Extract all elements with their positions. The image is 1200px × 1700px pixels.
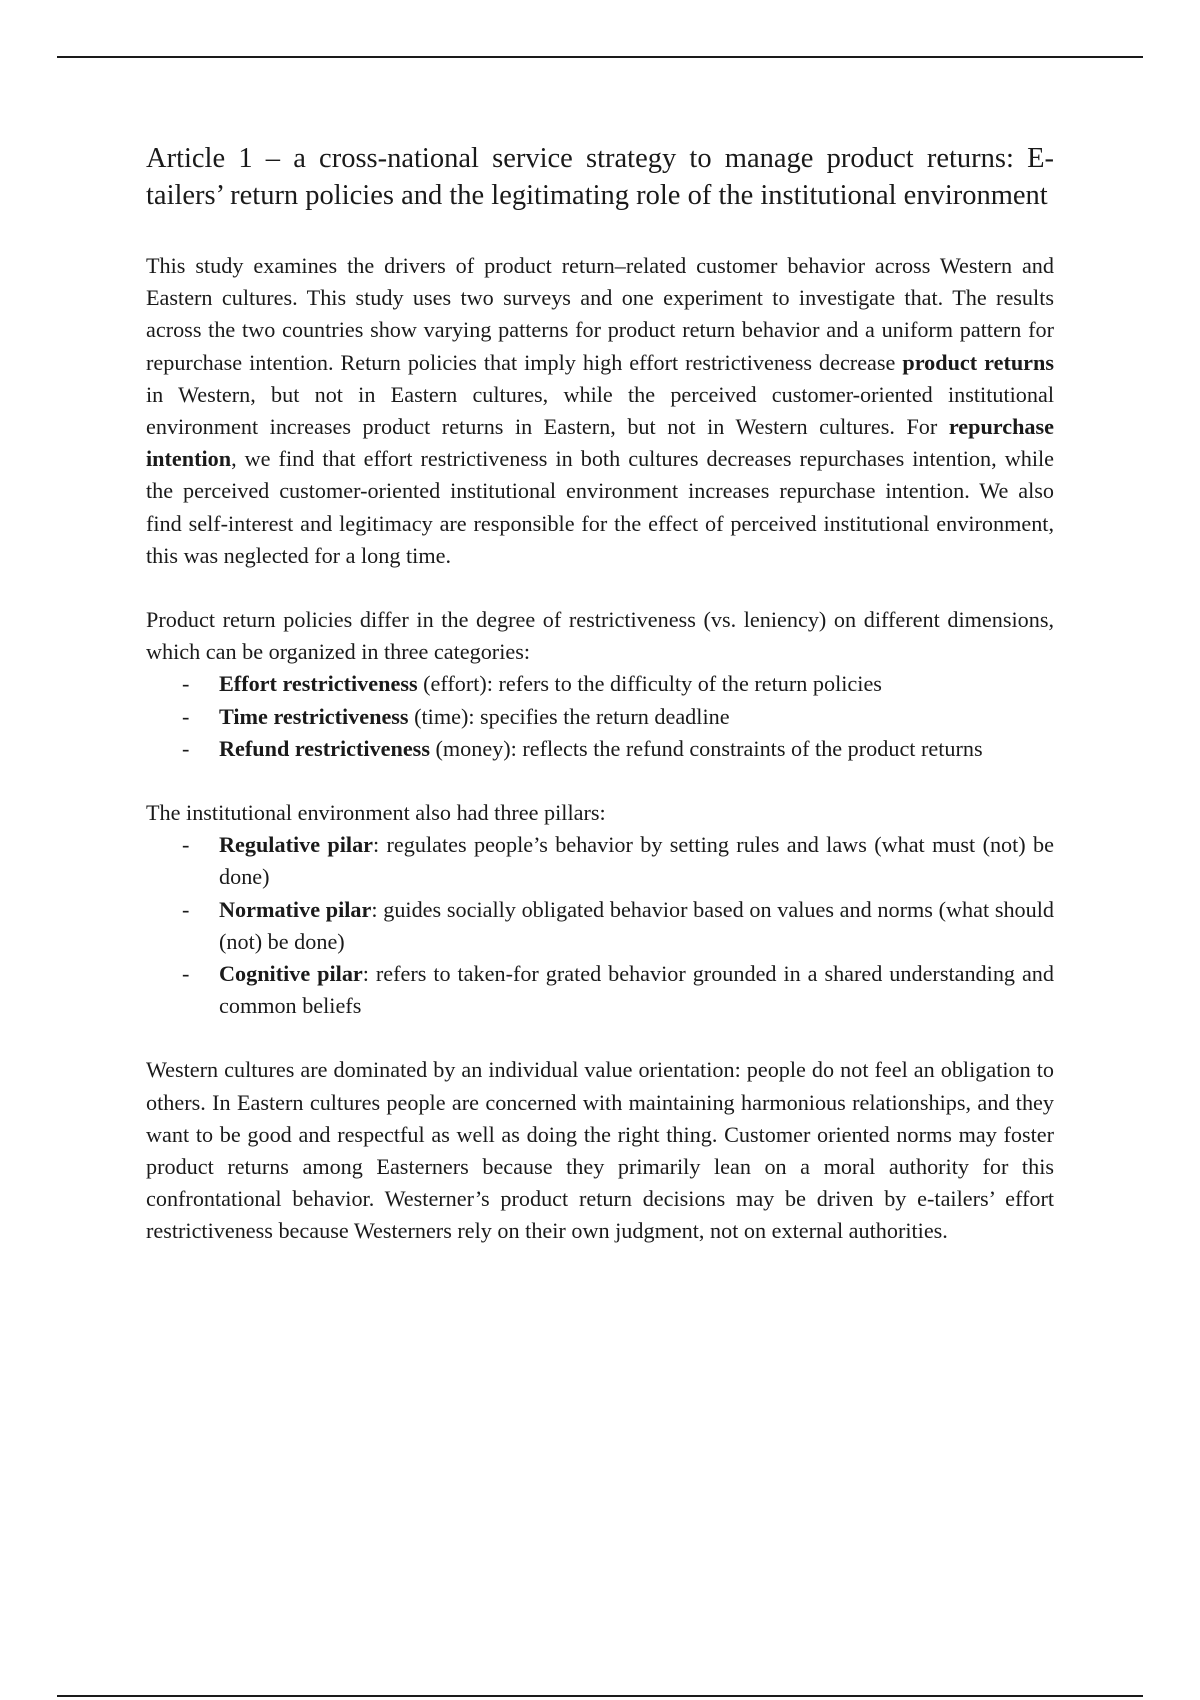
bullet-dash: - bbox=[182, 703, 190, 729]
list-item-desc: (effort): refers to the difficulty of the return policies bbox=[417, 671, 882, 697]
policies-lead: Product return policies differ in the degree of restrictiveness (vs. leniency) on different dimensions, which can be organized in three categories: bbox=[146, 607, 1054, 665]
footer-rule bbox=[57, 1695, 1143, 1697]
list-item bbox=[146, 958, 1054, 1022]
intro-bold-product-returns: product returns bbox=[902, 349, 1054, 375]
intro-bold-repurchase-intention: repurchase intention bbox=[146, 414, 1054, 472]
spacer bbox=[146, 765, 1054, 797]
list-item-term: Time restrictiveness bbox=[219, 703, 409, 729]
spacer bbox=[146, 1022, 1054, 1054]
list-item bbox=[146, 894, 1054, 958]
list-item bbox=[146, 668, 1054, 700]
bullet-dash: - bbox=[182, 735, 190, 761]
list-item-desc: (time): specifies the return deadline bbox=[408, 703, 730, 729]
list-item-term: Refund restrictiveness bbox=[219, 735, 430, 761]
intro-text-1: This study examines the drivers of product return–related customer behavior across Western and Eastern cultures. This study uses two surveys and one experiment to investigate that. The results across the two countries show varying patterns for product return behavior and a uniform pattern for repurchase intention. Return policies that imply high effort restrictiveness decrease bbox=[146, 253, 1054, 375]
spacer bbox=[146, 572, 1054, 604]
policies-list bbox=[146, 668, 1054, 765]
list-item-desc: : regulates people’s behavior by setting rules and laws (what must (not) be done) bbox=[219, 832, 1054, 890]
header-rule bbox=[57, 56, 1143, 58]
culture-paragraph: Western cultures are dominated by an individual value orientation: people do not feel an obligation to others. In Eastern cultures people are concerned with maintaining harmonious relationships, and they want to be good and respectful as well as doing the right thing. Customer oriented norms may foster product returns among Easterners because they primarily lean on a moral authority for this confrontational behavior. Westerner’s product return decisions may be driven by e-tailers’ effort restrictiveness because Westerners rely on their own judgment, not on external authorities. bbox=[146, 1057, 1054, 1244]
list-item-term: Normative pilar bbox=[219, 896, 372, 922]
pillars-list bbox=[146, 829, 1054, 1022]
list-item bbox=[146, 829, 1054, 893]
list-item-desc: : guides socially obligated behavior based on values and norms (what should (not) be done) bbox=[219, 896, 1054, 954]
article-title: Article 1 – a cross-national service strategy to manage product returns: E-tailers’ return policies and the legitimating role of the institutional environment bbox=[146, 143, 1054, 211]
intro-text-2: in Western, but not in Eastern cultures, while the perceived customer-oriented institutional environment increases product returns in Eastern, but not in Western cultures. For bbox=[146, 381, 1054, 440]
intro-paragraph bbox=[146, 250, 1054, 572]
bullet-dash: - bbox=[182, 896, 190, 922]
bullet-dash: - bbox=[182, 832, 190, 858]
list-item bbox=[146, 733, 1054, 765]
bullet-dash: - bbox=[182, 671, 190, 697]
list-item bbox=[146, 701, 1054, 733]
list-item-desc: : refers to taken-for grated behavior grounded in a shared understanding and common beliefs bbox=[219, 961, 1054, 1019]
list-item-term: Cognitive pilar bbox=[219, 961, 363, 987]
list-item-desc: (money): reflects the refund constraints of the product returns bbox=[429, 735, 983, 761]
list-item-term: Regulative pilar bbox=[219, 832, 374, 858]
list-item-term: Effort restrictiveness bbox=[219, 671, 418, 697]
bullet-dash: - bbox=[182, 961, 190, 987]
page-content bbox=[146, 140, 1054, 1248]
pillars-lead: The institutional environment also had three pillars: bbox=[146, 800, 606, 826]
intro-text-3: , we find that effort restrictiveness in both cultures decreases repurchases intention, while the perceived customer-oriented institutional environment increases repurchase intention. We also find self-interest and legitimacy are responsible for the effect of perceived institutional environment, this was neglected for a long time. bbox=[146, 446, 1054, 568]
